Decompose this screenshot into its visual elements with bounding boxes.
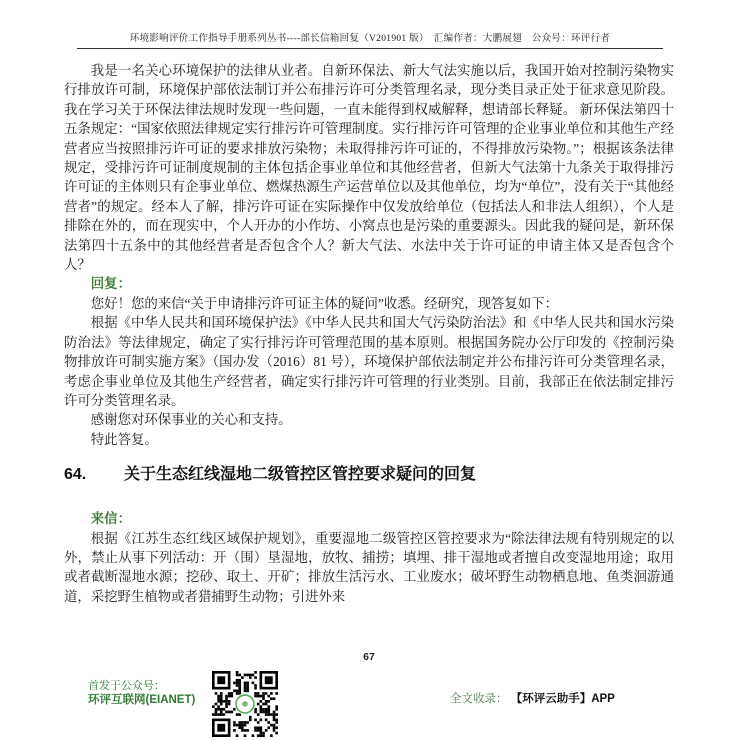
reply-label: 回复： <box>90 276 131 292</box>
page-header <box>77 30 663 49</box>
header-title: 环境影响评价工作指导手册系列丛书----部长信箱回复（V201901 版） 汇编作者：大鹏展翅 公众号：环评行者 <box>129 34 611 44</box>
footer-publisher-line1: 首发于公众号： <box>88 680 165 692</box>
reply-paragraph: 您好！您的来信“关于申请排污许可证主体的疑问”收悉。经研究，现答复如下： <box>90 295 558 311</box>
letter-64-paragraph: 根据《江苏生态红线区域保护规划》，重要湿地二级管控区管控要求为“除法律法规有特别规定的以外，禁止从事下列活动：开（围）垦湿地，放牧、捕捞；填埋、排干湿地或者擅自改变湿地用途；取用或者截断湿地水源；挖砂、取土、开矿；排放生活污水、工业废水；破坏野生动物栖息地、鱼类洄游通道，采挖野生植物或者猎捕野生动物；引进外来 <box>64 530 674 604</box>
section-heading <box>64 464 674 485</box>
footer-collection <box>450 690 615 706</box>
reply-paragraph: 根据《中华人民共和国环境保护法》《中华人民共和国大气污染防治法》和《中华人民共和国水污染防治法》等法律规定，确定了实行排污许可管理范围的基本原则。根据国务院办公厅印发的《控制污染物排放许可制实施方案》（国办发（2016）81 号），环境保护部依法制定并公布排污许可分类管理名录，考虑企事业单位及其他生产经营者，确定实行排污许可管理的行业类别。目前，我部正在依法制定排污许可分类管理名录。 <box>64 315 674 408</box>
section-number: 64. <box>64 466 87 484</box>
page-number: 67 <box>363 651 375 663</box>
letter-label: 来信： <box>90 511 131 527</box>
document-body <box>64 61 674 606</box>
footer-app-name: 【环评云助手】APP <box>510 693 615 705</box>
reply-paragraph: 感谢您对环保事业的关心和支持。 <box>90 412 292 428</box>
footer-collection-label: 全文收录： <box>450 693 508 705</box>
qr-code-icon <box>212 671 278 737</box>
footer-publisher <box>88 679 195 707</box>
reply-paragraph: 特此答复。 <box>90 431 158 447</box>
section-title: 关于生态红线湿地二级管控区管控要求疑问的回复 <box>124 466 477 484</box>
letter-63-paragraph: 我是一名关心环境保护的法律从业者。自新环保法、新大气法实施以后，我国开始对控制污染物实行排放许可制，环境保护部依法制订并公布排污许可分类管理名录，现分类目录正处于征求意见阶段。我在学习关于环保法律法规时发现一些问题，一直未能得到权威解释，想请部长释疑。 新环保法第四十五条规定：“国家依照法律规定实行排污许可管理制度。实行排污许可管理的企业事业单位和其他生产经营者应当按照排污许可证的要求排放污染物；未取得排污许可证的，不得排放污染物。”；根据该条法律规定，受排污许可证制度规制的主体包括企事业单位和其他经营者，但新大气法第十九条关于取得排污许可证的主体则只有企事业单位、燃煤热源生产运营单位以及其他单位，均为“单位”，没有关于“其他经营者”的规定。经本人了解，排污许可证在实际操作中仅发放给单位（包括法人和非法人组织），个人是排除在外的，而在现实中，个人开办的小作坊、小窝点也是污染的重要源头。因此我的疑问是，新环保法第四十五条中的其他经营者是否包含个人？新大气法、水法中关于许可证的申请主体又是否包含个人？ <box>64 63 674 273</box>
footer-publisher-line2: 环评互联网(EIANET) <box>88 694 196 706</box>
